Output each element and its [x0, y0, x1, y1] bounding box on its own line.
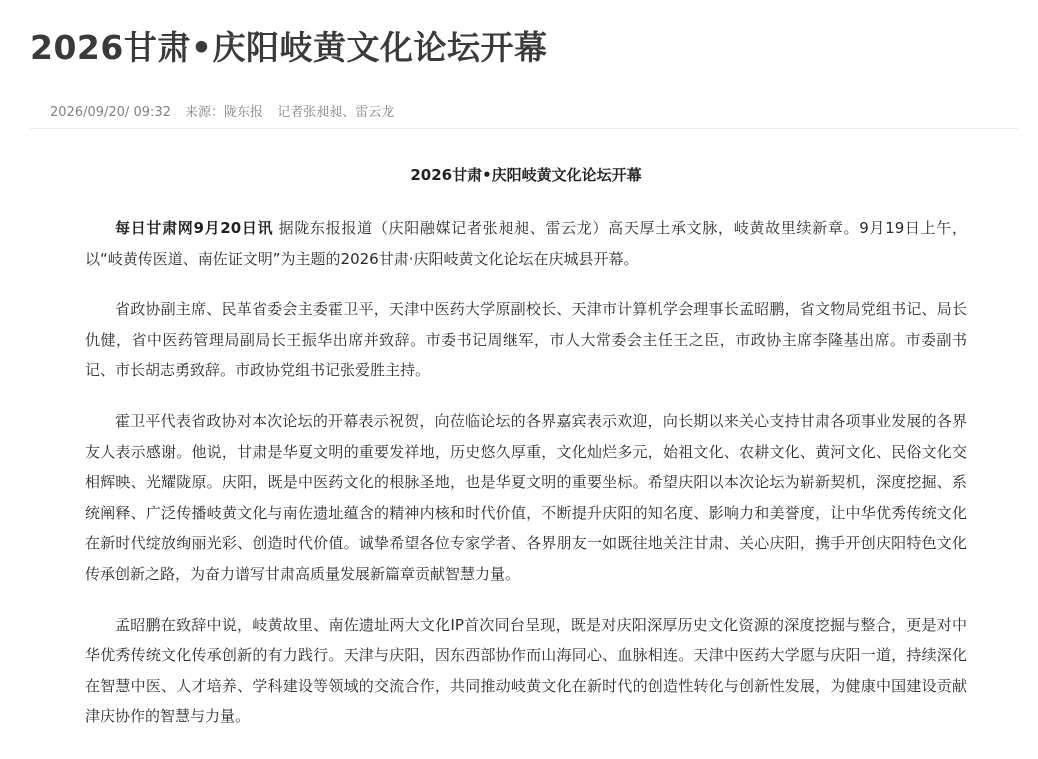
article-headline: 2026甘肃•庆阳岐黄文化论坛开幕 — [30, 28, 548, 67]
article-source: 来源：陇东报 — [185, 105, 264, 120]
lead-paragraph — [85, 213, 967, 274]
lead-text: 据陇东报报道（庆阳融媒记者张昶昶、雷云龙）高天厚土承文脉，岐黄故里续新章。9月19日上午，以“岐黄传医道、南佐证文明”为主题的2026甘肃·庆阳岐黄文化论坛在庆城县开幕。 — [85, 219, 967, 268]
article-reporters: 记者张昶昶、雷云龙 — [277, 105, 395, 120]
lead-dateline: 每日甘肃网9月20日讯 — [115, 219, 274, 237]
body-paragraph-1: 省政协副主席、民革省委会主委霍卫平，天津中医药大学原副校长、天津市计算机学会理事长孟昭鹏，省文物局党组书记、局长仇健，省中医药管理局副局长王振华出席并致辞。市委书记周继军，市人大常委会主任王之臣，市政协主席李隆基出席。市委副书记、市长胡志勇致辞。市政协党组书记张爱胜主持。 — [85, 300, 967, 380]
article-meta — [50, 101, 404, 120]
publish-datetime: 2026/09/20/ 09:32 — [50, 105, 171, 120]
article-subtitle: 2026甘肃•庆阳岐黄文化论坛开幕 — [410, 166, 642, 184]
body-paragraph-2: 霍卫平代表省政协对本次论坛的开幕表示祝贺，向莅临论坛的各界嘉宾表示欢迎，向长期以来关心支持甘肃各项事业发展的各界友人表示感谢。他说，甘肃是华夏文明的重要发祥地，历史悠久厚重，文化灿烂多元，始祖文化、农耕文化、黄河文化、民俗文化交相辉映、光耀陇原。庆阳，既是中医药文化的根脉圣地，也是华夏文明的重要坐标。希望庆阳以本次论坛为崭新契机，深度挖掘、系统阐释、广泛传播岐黄文化与南佐遗址蕴含的精神内核和时代价值，不断提升庆阳的知名度、影响力和美誉度，让中华优秀传统文化在新时代绽放绚丽光彩、创造时代价值。诚挚希望各位专家学者、各界朋友一如既往地关注甘肃、关心庆阳，携手开创庆阳特色文化传承创新之路，为奋力谱写甘肃高质量发展新篇章贡献智慧力量。 — [85, 411, 967, 583]
body-paragraph-3: 孟昭鹏在致辞中说，岐黄故里、南佐遗址两大文化IP首次同台呈现，既是对庆阳深厚历史文化资源的深度挖掘与整合，更是对中华优秀传统文化传承创新的有力践行。天津与庆阳，因东西部协作而山海同心、血脉相连。天津中医药大学愿与庆阳一道，持续深化在智慧中医、人才培养、学科建设等领域的交流合作，共同推动岐黄文化在新时代的创造性转化与创新性发展，为健康中国建设贡献津庆协作的智慧与力量。 — [85, 615, 967, 726]
header-divider — [30, 128, 1018, 129]
article-body — [85, 160, 967, 752]
